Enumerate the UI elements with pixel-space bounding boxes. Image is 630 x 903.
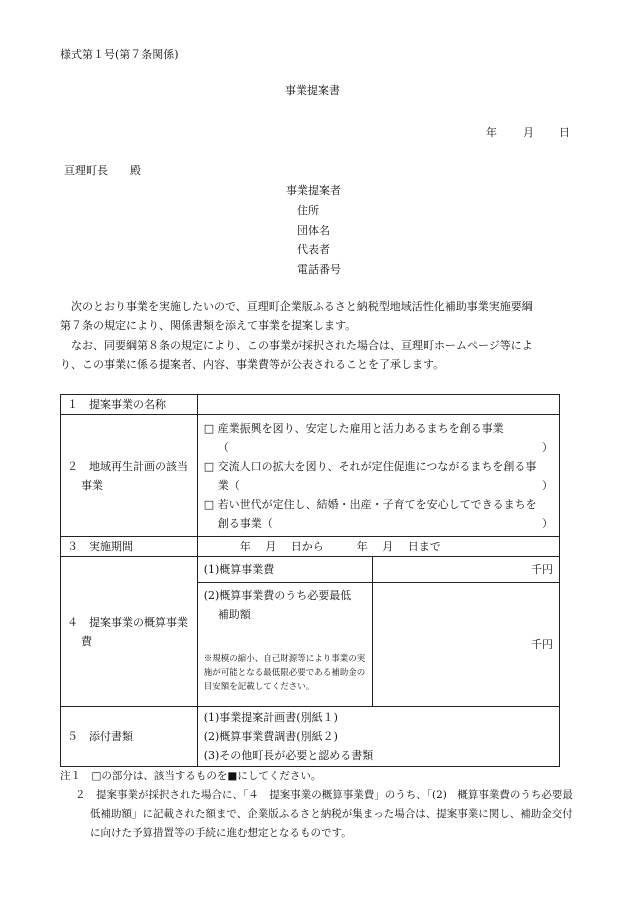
- addressee: 亘理町長 殿: [64, 164, 141, 177]
- plan-option-1-close: ）: [542, 440, 553, 454]
- attachments-list: [197, 707, 559, 767]
- form-label: 様式第１号(第７条関係): [60, 48, 179, 61]
- min-subsidy-field[interactable]: [373, 583, 560, 707]
- plan-option-2-text: □ 交流人口の拡大を図り、それが定住促進につながるまちを創る事: [203, 459, 537, 473]
- plan-option-1[interactable]: [204, 419, 553, 457]
- row-cost-1: [61, 557, 560, 583]
- min-subsidy-unit: 千円: [531, 638, 553, 651]
- paragraph-2-line-1: なお、同要綱第８条の規定により、この事業が採択された場合は、亘理町ホームページ等によ: [71, 339, 533, 352]
- total-cost-unit: 千円: [531, 563, 553, 576]
- date-month: 月: [523, 126, 534, 139]
- project-name-field[interactable]: [197, 395, 559, 415]
- plan-option-2-open: 業（: [217, 478, 240, 492]
- notes: [60, 767, 580, 843]
- attachment-item: (2)概算事業費調書(別紙２): [203, 730, 338, 743]
- row-period: [61, 537, 560, 557]
- cost-label: [61, 557, 198, 707]
- regional-plan-label-line-2: 事業: [81, 478, 103, 492]
- period-label: ３ 実施期間: [61, 537, 198, 557]
- min-subsidy-label-line-2: 補助額: [217, 608, 251, 621]
- row-regional-plan: [61, 415, 560, 537]
- period-value[interactable]: 年 月 日から 年 月 日まで: [197, 537, 559, 557]
- note-2: ２ 提案事業が採択された場合に、「４ 提案事業の概算事業費」のうち、「(2) 概算事業費のうち必要最低補助額」に記載された額まで、企業版ふるさと納税が集まった場合は、提案事業に関し、補助金交付に向けた予算措置等の手続に進む想定となるものです。: [75, 789, 573, 839]
- plan-option-3-open: 創る事業（: [217, 516, 273, 530]
- regional-plan-options: [197, 415, 559, 537]
- regional-plan-label-line-1: ２ 地域再生計画の該当: [67, 459, 188, 473]
- total-cost-label: (1)概算事業費: [197, 557, 373, 583]
- proposer-group: 団体名: [297, 224, 330, 237]
- document-title: 事業提案書: [285, 84, 340, 97]
- row-project-name: [61, 395, 560, 415]
- date-day: 日: [559, 126, 570, 139]
- min-subsidy-label-line-1: (2)概算事業費のうち必要最低: [203, 589, 352, 602]
- proposer-heading: 事業提案者: [286, 184, 341, 197]
- paragraph-1-line-2: 第７条の規定により、関係書類を添えて事業を提案します。: [60, 319, 357, 332]
- attachment-item: (1)事業提案計画書(別紙１): [203, 711, 338, 724]
- cost-label-line-1: ４ 提案事業の概算事業: [67, 615, 188, 629]
- plan-option-1-text: □ 産業振興を図り、安定した雇用と活力あるまちを創る事業: [203, 421, 504, 435]
- note-1: 注１ □の部分は、該当するものを■にしてください。: [60, 770, 322, 782]
- paragraph-2-line-2: り、この事業に係る提案者、内容、事業費等が公表されることを了承します。: [60, 358, 445, 371]
- paragraph-1-line-1: 次のとおり事業を実施したいので、亘理町企業版ふるさと納税型地域活性化補助事業実施要綱: [71, 300, 533, 313]
- proposal-table: [60, 394, 560, 767]
- regional-plan-label: [61, 415, 198, 537]
- plan-option-2-close: ）: [542, 478, 553, 492]
- proposer-representative: 代表者: [297, 243, 330, 256]
- plan-option-2[interactable]: [204, 457, 553, 495]
- cost-label-line-2: 費: [81, 634, 92, 648]
- project-name-label: １ 提案事業の名称: [61, 395, 198, 415]
- paragraph-1: [60, 297, 580, 335]
- proposer-phone: 電話番号: [297, 263, 341, 276]
- total-cost-field[interactable]: [373, 557, 560, 583]
- min-subsidy-label: [197, 583, 373, 707]
- plan-option-3[interactable]: [204, 495, 553, 533]
- row-attachments: [61, 707, 560, 767]
- paragraph-2: [60, 336, 580, 374]
- date-year: 年: [486, 126, 497, 139]
- attachments-label: ５ 添付書類: [61, 707, 198, 767]
- min-subsidy-note: ※規模の縮小、自己財源等により事業の実施が可能となる最低限必要である補助金の目安額を記載してください。: [203, 654, 366, 692]
- attachment-item: (3)その他町長が必要と認める書類: [203, 749, 374, 762]
- plan-option-1-open: （: [217, 440, 229, 454]
- plan-option-3-text: □ 若い世代が定住し、結婚・出産・子育てを安心してできるまちを: [203, 497, 537, 511]
- proposer-address: 住所: [297, 204, 319, 217]
- plan-option-3-close: ）: [542, 516, 553, 530]
